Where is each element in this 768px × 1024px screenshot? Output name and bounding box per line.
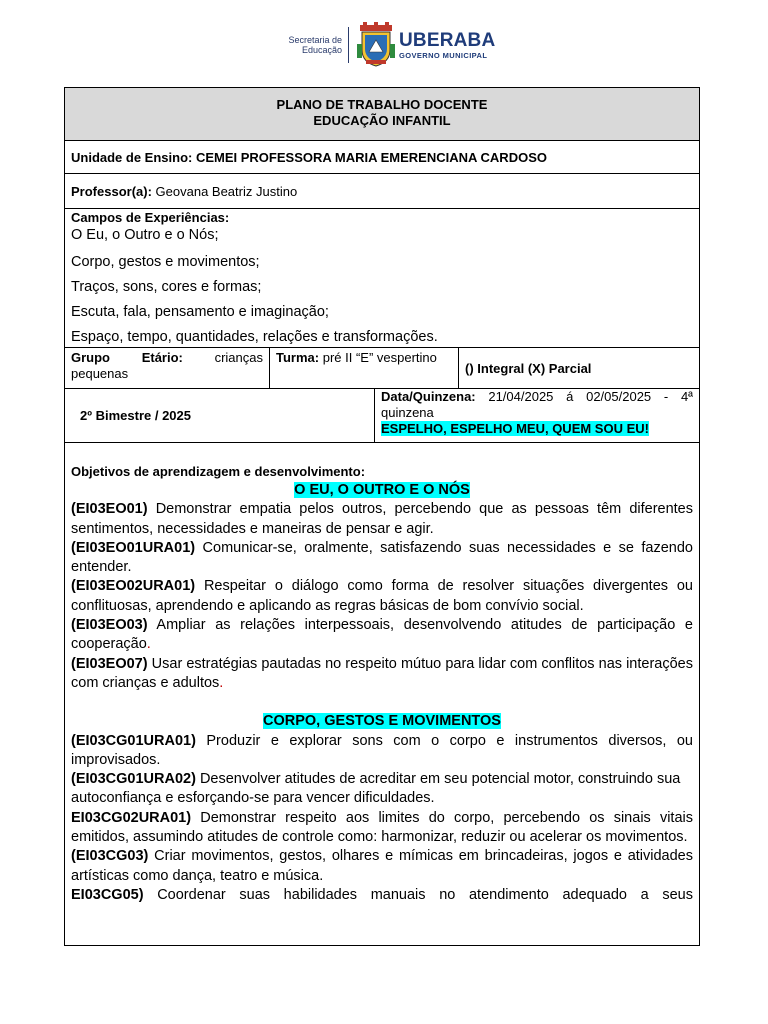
grupo-cell bbox=[65, 348, 270, 388]
objective-code: EI03CG05) bbox=[71, 886, 144, 903]
brand bbox=[399, 31, 495, 60]
objective-text: Coordenar suas habilidades manuais no atendimento adequado a seus bbox=[143, 886, 693, 903]
objective-code: (EI03CG01URA01) bbox=[71, 732, 196, 749]
secretaria-line1: Secretaria de bbox=[288, 35, 342, 45]
tema-highlight: ESPELHO, ESPELHO MEU, QUEM SOU EU! bbox=[381, 421, 649, 436]
objective-item bbox=[71, 500, 693, 539]
objective-item bbox=[71, 655, 693, 694]
campo-item: Espaço, tempo, quantidades, relações e transformações. bbox=[71, 329, 438, 345]
data-label: Data/Quinzena: bbox=[381, 389, 476, 404]
objective-text: Ampliar as relações interpessoais, desenvolvendo atitudes de participação e cooperação bbox=[71, 617, 693, 653]
objective-text: Criar movimentos, gestos, olhares e mímicas em brincadeiras, jogos e atividades artísticas como dança, teatro e música. bbox=[71, 848, 693, 884]
objective-code: (EI03EO02URA01) bbox=[71, 578, 196, 595]
objective-code: (EI03EO01) bbox=[71, 501, 148, 518]
objective-code: (EI03CG01URA02) bbox=[71, 771, 196, 788]
period-mark: . bbox=[219, 674, 224, 691]
objective-item bbox=[71, 577, 693, 616]
objective-text: Produzir e explorar sons com o corpo e instrumentos diversos, ou improvisados. bbox=[71, 732, 693, 768]
objective-text: Comunicar-se, oralmente, satisfazendo suas necessidades e se fazendo entender. bbox=[71, 539, 693, 576]
section-heading bbox=[71, 481, 693, 500]
logo-divider bbox=[348, 27, 349, 63]
data-cell bbox=[375, 389, 699, 442]
objective-item bbox=[71, 732, 693, 771]
unidade-text: Unidade de Ensino: CEMEI PROFESSORA MARIA EMERENCIANA CARDOSO bbox=[71, 149, 547, 165]
coat-of-arms-icon bbox=[357, 22, 395, 68]
turma-cell bbox=[270, 348, 459, 388]
professor-value: Geovana Beatriz Justino bbox=[151, 183, 298, 199]
campos-label: Campos de Experiências: bbox=[71, 210, 230, 225]
turma-label: Turma: bbox=[276, 350, 320, 365]
grupo-value: crianças pequenas bbox=[71, 350, 263, 381]
unidade-row bbox=[65, 141, 699, 174]
brand-subtitle: GOVERNO MUNICIPAL bbox=[399, 50, 488, 60]
objective-item bbox=[71, 616, 693, 655]
objective-item bbox=[71, 847, 693, 886]
objective-text: Respeitar o diálogo como forma de resolver situações divergentes ou conflituosas, aprendendo e aplicando as regras básicas de bom convívio social. bbox=[71, 578, 693, 614]
objective-item bbox=[71, 886, 693, 905]
header-logo bbox=[286, 22, 495, 68]
professor-row bbox=[65, 174, 699, 209]
objective-item bbox=[71, 809, 693, 848]
grupo-turma-row bbox=[65, 348, 699, 389]
section2-title: CORPO, GESTOS E MOVIMENTOS bbox=[263, 713, 501, 730]
objective-code: (EI03CG03) bbox=[71, 848, 149, 865]
bimestre-cell bbox=[65, 389, 375, 442]
objective-code: (EI03EO03) bbox=[71, 617, 148, 634]
plan-table bbox=[64, 87, 700, 946]
campo-item: Escuta, fala, pensamento e imaginação; bbox=[71, 304, 329, 320]
campo-item: O Eu, o Outro e o Nós; bbox=[71, 227, 219, 243]
section-heading bbox=[71, 712, 693, 731]
integral-text: () Integral (X) Parcial bbox=[465, 360, 592, 376]
objective-code: EI03CG02URA01) bbox=[71, 809, 192, 826]
grupo-label: Grupo Etário: bbox=[71, 350, 183, 365]
turma-value: pré II “E” vespertino bbox=[319, 350, 437, 365]
objective-text: Usar estratégias pautadas no respeito mútuo para lidar com conflitos nas interações com crianças e adultos bbox=[71, 655, 693, 691]
objective-text: Demonstrar empatia pelos outros, percebendo que as pessoas têm diferentes sentimentos, necessidades e maneiras de pensar e agir. bbox=[71, 501, 693, 537]
objetivos-label: Objetivos de aprendizagem e desenvolvimento: bbox=[71, 464, 366, 479]
period-mark: . bbox=[146, 636, 151, 653]
objective-item bbox=[71, 539, 693, 578]
bimestre-row bbox=[65, 389, 699, 443]
objective-text: Desenvolver atitudes de acreditar em seu potencial motor, construindo sua autoconfiança e esforçando-se para vencer dificuldades. bbox=[71, 771, 681, 807]
data-value: 21/04/2025 á 02/05/2025 - 4ª quinzena bbox=[381, 389, 693, 420]
campo-item: Traços, sons, cores e formas; bbox=[71, 279, 262, 295]
campo-item: Corpo, gestos e movimentos; bbox=[71, 254, 260, 270]
campos-row bbox=[65, 210, 699, 348]
professor-label: Professor(a): bbox=[71, 183, 152, 199]
objective-code: (EI03EO01URA01) bbox=[71, 539, 196, 556]
objective-item bbox=[71, 770, 693, 809]
plan-title bbox=[65, 88, 699, 141]
integral-cell bbox=[459, 348, 699, 388]
section1-title: O EU, O OUTRO E O NÓS bbox=[294, 482, 470, 498]
bimestre-text: 2º Bimestre / 2025 bbox=[80, 408, 191, 423]
title-line1: PLANO DE TRABALHO DOCENTE bbox=[276, 97, 488, 112]
secretaria-line2: Educação bbox=[301, 45, 342, 55]
brand-name: UBERABA bbox=[399, 29, 496, 51]
objective-text: Demonstrar respeito aos limites do corpo, percebendo os sinais vitais emitidos, assumindo atitudes de controle como: harmonizar, reduzir ou acelerar os movimentos. bbox=[71, 809, 693, 846]
objective-code: (EI03EO07) bbox=[71, 655, 148, 672]
objetivos-content bbox=[65, 463, 699, 945]
title-line2: EDUCAÇÃO INFANTIL bbox=[313, 113, 451, 128]
secretaria-label bbox=[286, 35, 342, 55]
